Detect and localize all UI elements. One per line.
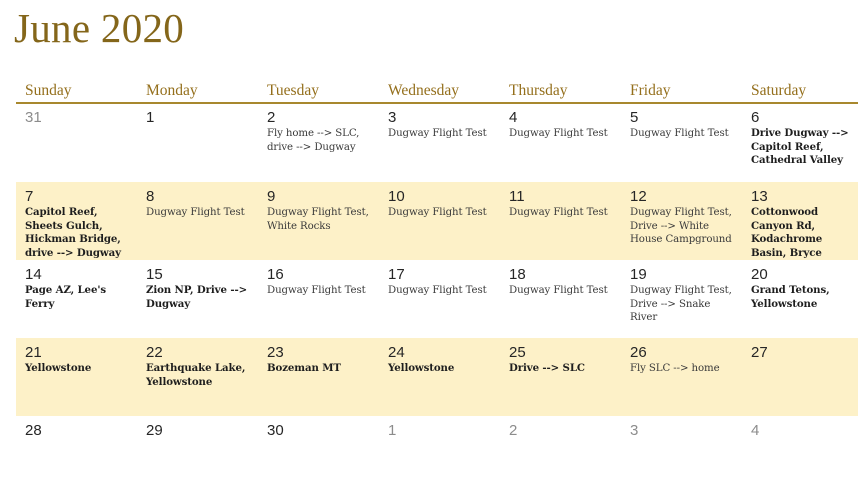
day-event-text: Dugway Flight Test: [630, 128, 729, 139]
day-number: 2: [509, 422, 518, 439]
day-event-text: Dugway Flight Test: [388, 128, 487, 139]
day-number: 18: [509, 266, 526, 283]
day-number: 4: [509, 109, 518, 126]
day-number: 24: [388, 344, 405, 361]
day-number: 12: [630, 188, 647, 205]
week-row: [16, 103, 858, 182]
day-event-text: Dugway Flight Test: [509, 285, 608, 296]
day-cell[interactable]: [621, 103, 742, 182]
day-event-text: Drive Dugway --> Capitol Reef, Cathedral Valley: [751, 127, 849, 167]
day-cell[interactable]: [379, 260, 500, 338]
day-cell[interactable]: [258, 338, 379, 416]
day-cell[interactable]: [742, 338, 863, 416]
day-number: 8: [146, 188, 155, 205]
week-row: [16, 338, 858, 416]
day-cell[interactable]: [137, 416, 258, 491]
day-cell[interactable]: [742, 416, 863, 491]
day-number: 1: [388, 422, 397, 439]
day-cell[interactable]: [621, 338, 742, 416]
day-cell[interactable]: [258, 260, 379, 338]
week-row: [16, 182, 858, 260]
day-number: 29: [146, 422, 163, 439]
day-number: 7: [25, 188, 34, 205]
day-cell[interactable]: [742, 182, 863, 260]
day-event-text: Dugway Flight Test: [267, 285, 366, 296]
day-event-text: Page AZ, Lee's Ferry: [25, 284, 106, 310]
day-number: 23: [267, 344, 284, 361]
weekday-header-row: [16, 82, 858, 104]
day-cell[interactable]: [16, 103, 137, 182]
day-event-text: Fly SLC --> home: [630, 363, 720, 374]
day-number: 20: [751, 266, 768, 283]
day-cell[interactable]: [500, 338, 621, 416]
day-event-text: Earthquake Lake, Yellowstone: [146, 362, 246, 388]
day-cell[interactable]: [137, 338, 258, 416]
day-event-text: Drive --> SLC: [509, 362, 585, 374]
day-number: 28: [25, 422, 42, 439]
day-cell[interactable]: [621, 182, 742, 260]
day-event-text: Dugway Flight Test, Drive --> Snake River: [630, 285, 732, 324]
day-cell[interactable]: [742, 260, 863, 338]
day-event-text: Cottonwood Canyon Rd, Kodachrome Basin, Bryce: [751, 206, 823, 259]
day-number: 13: [751, 188, 768, 205]
day-cell[interactable]: [500, 416, 621, 491]
day-number: 14: [25, 266, 42, 283]
day-cell[interactable]: [379, 338, 500, 416]
day-cell[interactable]: [500, 182, 621, 260]
day-cell[interactable]: [16, 182, 137, 260]
day-number: 4: [751, 422, 760, 439]
day-event-text: Dugway Flight Test: [509, 207, 608, 218]
day-cell[interactable]: [137, 260, 258, 338]
weekday-wednesday: Wednesday: [388, 82, 460, 99]
day-cell[interactable]: [500, 103, 621, 182]
day-cell[interactable]: [258, 182, 379, 260]
day-cell[interactable]: [258, 103, 379, 182]
day-event-text: Dugway Flight Test: [388, 285, 487, 296]
weekday-sunday: Sunday: [25, 82, 72, 99]
day-number: 15: [146, 266, 163, 283]
day-number: 5: [630, 109, 639, 126]
day-cell[interactable]: [379, 416, 500, 491]
day-cell[interactable]: [379, 103, 500, 182]
day-number: 30: [267, 422, 284, 439]
calendar-title: June 2020: [14, 5, 185, 51]
day-event-text: Capitol Reef, Sheets Gulch, Hickman Bridge, drive --> Dugway: [25, 206, 121, 259]
day-number: 16: [267, 266, 284, 283]
day-cell[interactable]: [16, 260, 137, 338]
day-number: 17: [388, 266, 405, 283]
day-event-text: Dugway Flight Test: [509, 128, 608, 139]
day-cell[interactable]: [137, 103, 258, 182]
day-number: 21: [25, 344, 42, 361]
day-event-text: Grand Tetons, Yellowstone: [751, 284, 830, 310]
day-cell[interactable]: [621, 260, 742, 338]
day-cell[interactable]: [258, 416, 379, 491]
day-number: 9: [267, 188, 276, 205]
day-number: 26: [630, 344, 647, 361]
day-event-text: Fly home --> SLC, drive --> Dugway: [267, 128, 360, 153]
day-event-text: Dugway Flight Test, White Rocks: [267, 207, 369, 232]
weekday-tuesday: Tuesday: [267, 82, 319, 99]
day-event-text: Dugway Flight Test, Drive --> White House Campground: [630, 207, 732, 246]
day-event-text: Dugway Flight Test: [146, 207, 245, 218]
day-number: 11: [509, 188, 525, 205]
weekday-friday: Friday: [630, 82, 671, 99]
weekday-saturday: Saturday: [751, 82, 807, 99]
day-event-text: Yellowstone: [388, 362, 455, 374]
day-cell[interactable]: [500, 260, 621, 338]
day-number: 1: [146, 109, 155, 126]
day-event-text: Zion NP, Drive --> Dugway: [146, 284, 248, 310]
day-number: 27: [751, 344, 768, 361]
day-number: 19: [630, 266, 647, 283]
day-number: 3: [388, 109, 397, 126]
day-number: 10: [388, 188, 405, 205]
day-number: 22: [146, 344, 163, 361]
day-event-text: Dugway Flight Test: [388, 207, 487, 218]
day-number: 31: [25, 109, 42, 126]
day-number: 2: [267, 109, 276, 126]
day-cell[interactable]: [379, 182, 500, 260]
week-row: [16, 260, 858, 338]
day-number: 25: [509, 344, 526, 361]
day-cell[interactable]: [16, 416, 137, 491]
day-number: 6: [751, 109, 760, 126]
day-cell[interactable]: [742, 103, 863, 182]
day-event-text: Bozeman MT: [267, 362, 341, 374]
weekday-monday: Monday: [146, 82, 198, 99]
weekday-thursday: Thursday: [509, 82, 568, 99]
day-cell[interactable]: [137, 182, 258, 260]
day-cell[interactable]: [16, 338, 137, 416]
day-event-text: Yellowstone: [25, 362, 92, 374]
week-row: [16, 416, 858, 491]
day-number: 3: [630, 422, 639, 439]
day-cell[interactable]: [621, 416, 742, 491]
